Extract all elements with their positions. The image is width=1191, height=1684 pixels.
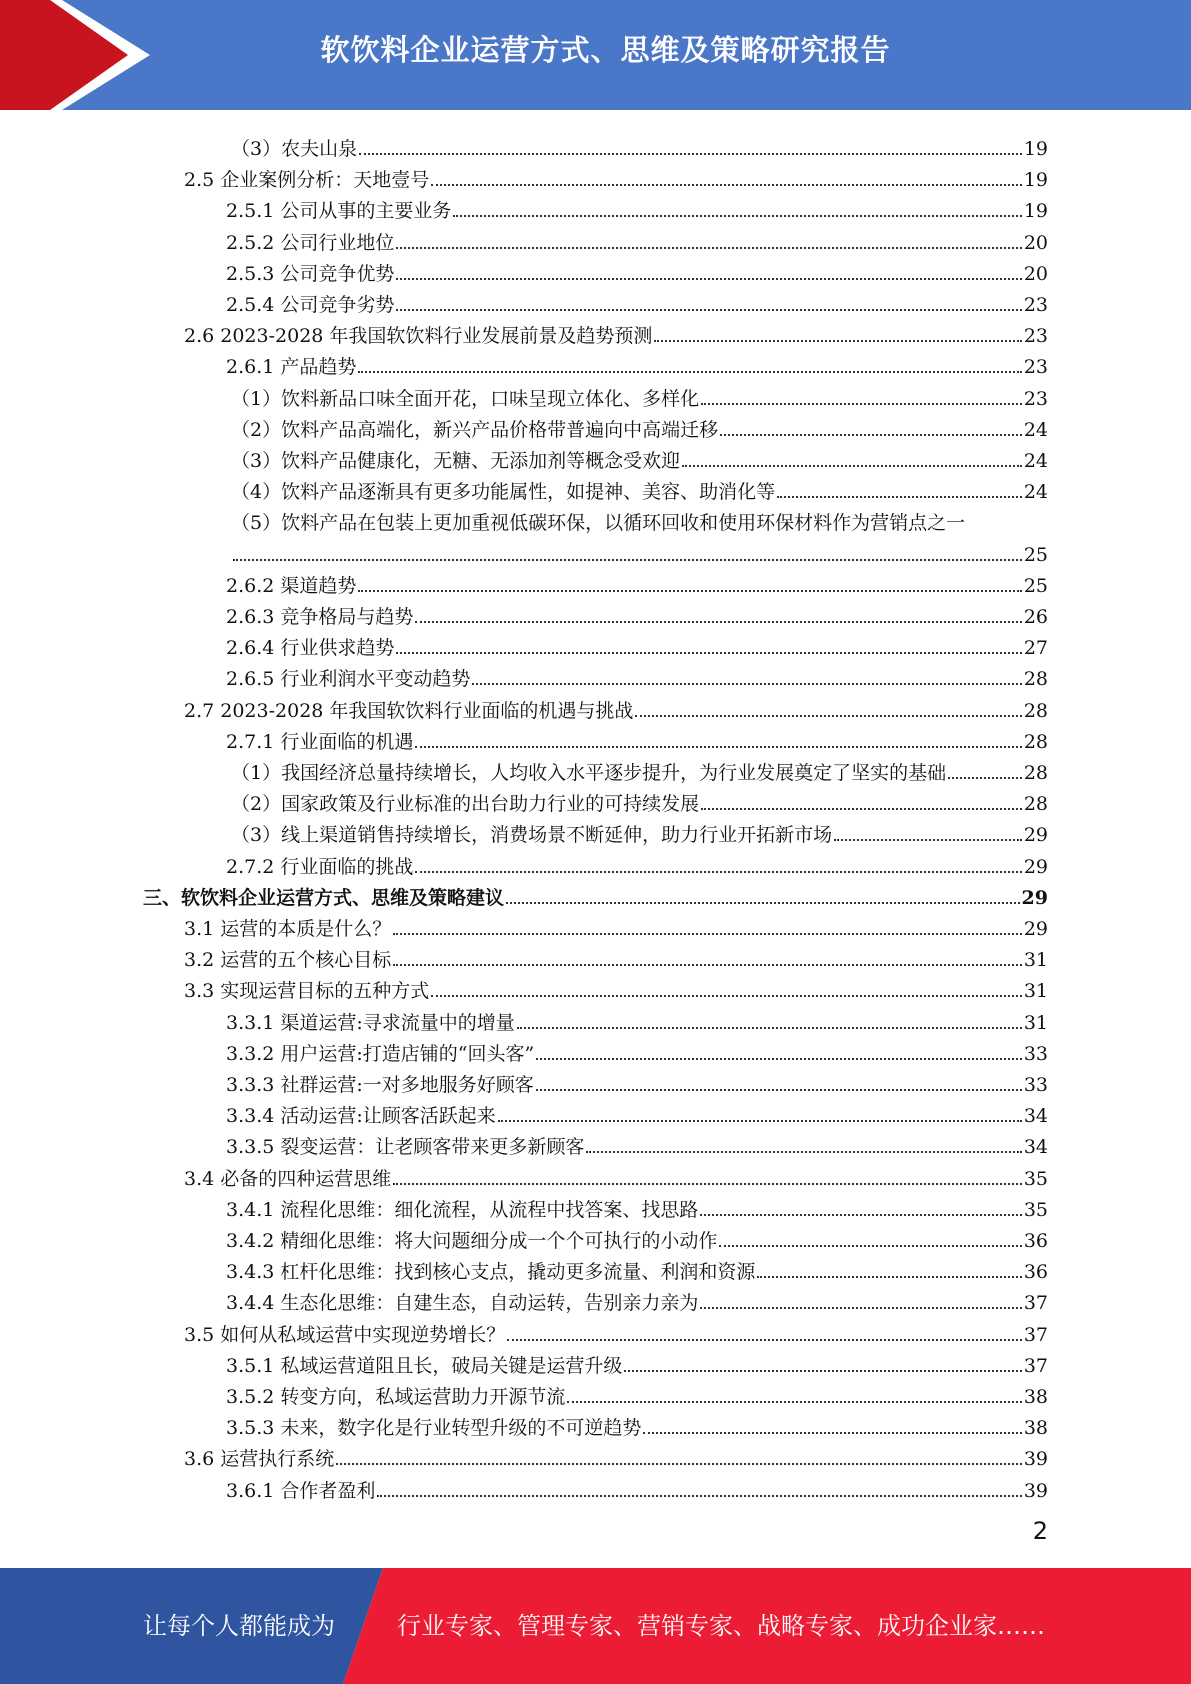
toc-entry[interactable] [226, 1347, 1048, 1378]
toc-entry-text: 3.3.3 社群运营:一对多地服务好顾客 [226, 1074, 534, 1096]
toc-entry-text: 三、软饮料企业运营方式、思维及策略建议 [143, 886, 505, 909]
toc-entry-text: 2.6.4 行业供求趋势 [226, 637, 395, 660]
toc-entry-text: 2.5.2 公司行业地位 [226, 231, 395, 254]
toc-leader-dots [719, 1245, 1021, 1247]
toc-page-number: 35 [1023, 1167, 1048, 1190]
toc-leader-dots [643, 1432, 1021, 1434]
toc-leader-dots [567, 1401, 1021, 1403]
toc-entry-text: 3.6.1 合作者盈利 [226, 1479, 376, 1502]
toc-page-number: 36 [1023, 1230, 1048, 1252]
header-title: 软饮料企业运营方式、思维及策略研究报告 [320, 33, 891, 67]
toc-entry-text: 2.5.3 公司竞争优势 [226, 262, 395, 285]
toc-leader-dots [720, 434, 1022, 436]
toc-leader-dots [336, 1463, 1022, 1465]
toc-leader-dots [517, 1027, 1022, 1029]
toc-page-number: 19 [1023, 200, 1048, 223]
toc-page-number: 23 [1023, 325, 1048, 348]
toc-entry-text: 2.7 2023-2028 年我国软饮料行业面临的机遇与挑战 [184, 699, 634, 722]
toc-entry-text: 2.7.1 行业面临的机遇 [226, 730, 414, 753]
toc-leader-dots [393, 1183, 1022, 1185]
toc-entry[interactable] [226, 848, 1048, 879]
toc-leader-dots [453, 215, 1021, 217]
toc-leader-dots [377, 1495, 1021, 1497]
toc-entry[interactable] [231, 536, 1048, 567]
toc-entry-text: （5）饮料产品在包装上更加重视低碳环保，以循环回收和使用环保材料作为营销点之一 [231, 512, 966, 535]
toc-leader-dots [700, 1214, 1021, 1216]
toc-leader-dots [586, 1151, 1021, 1153]
toc-leader-dots [654, 340, 1021, 342]
toc-entry-text: 3.1 运营的本质是什么？ [184, 918, 392, 940]
toc-entry[interactable] [226, 1253, 1048, 1284]
toc-leader-dots [431, 995, 1022, 997]
toc-entry-text: （4）饮料产品逐渐具有更多功能属性，如提神、美容、助消化等 [231, 481, 776, 504]
toc-entry-text: 2.5.1 公司从事的主要业务 [226, 200, 452, 223]
toc-page-number: 36 [1023, 1261, 1048, 1284]
toc-entry[interactable] [226, 1409, 1048, 1440]
toc-page-number: 27 [1023, 637, 1048, 660]
toc-page-number: 24 [1023, 450, 1048, 472]
toc-page-number: 35 [1023, 1198, 1048, 1221]
toc-page-number: 37 [1023, 1323, 1048, 1346]
toc-page-number: 23 [1023, 387, 1048, 410]
toc-page-number: 29 [1023, 855, 1048, 878]
toc-leader-dots [415, 871, 1021, 873]
toc-entry[interactable] [226, 629, 1048, 660]
toc-page-number: 39 [1023, 1448, 1048, 1471]
toc-page-number: 31 [1023, 949, 1048, 972]
toc-entry[interactable] [226, 1128, 1048, 1159]
toc-entry-text: （1）饮料新品口味全面开花，口味呈现立体化、多样化 [231, 387, 700, 410]
toc-entry[interactable] [231, 816, 1048, 847]
toc-leader-dots [498, 1120, 1022, 1122]
toc-page-number: 26 [1023, 606, 1048, 628]
toc-entry[interactable] [231, 380, 1048, 411]
toc-entry-text: 3.5.2 转变方向，私域运营助力开源节流 [226, 1386, 566, 1408]
toc-entry[interactable] [226, 1097, 1048, 1128]
toc-entry-text: 2.5 企业案例分析：天地壹号 [184, 169, 430, 192]
toc-leader-dots [431, 184, 1022, 186]
toc-entry-text: 3.4.1 流程化思维：细化流程，从流程中找答案、找思路 [226, 1198, 699, 1221]
toc-leader-dots [948, 777, 1022, 779]
toc-leader-dots [358, 371, 1021, 373]
toc-entry-text: 2.6 2023-2028 年我国软饮料行业发展前景及趋势预测 [184, 325, 653, 348]
toc-leader-dots [472, 683, 1021, 685]
toc-entry-text: 3.5 如何从私域运营中实现逆势增长？ [184, 1323, 506, 1346]
toc-entry[interactable] [226, 660, 1048, 691]
toc-entry[interactable] [226, 255, 1048, 286]
toc-page-number: 25 [1023, 543, 1048, 566]
toc-entry-text: 3.2 运营的五个核心目标 [184, 949, 392, 972]
toc-leader-dots [506, 902, 1020, 904]
toc-entry-text: 2.5.4 公司竞争劣势 [226, 294, 395, 316]
toc-entry[interactable] [226, 1004, 1048, 1035]
toc-entry[interactable] [184, 1160, 1048, 1191]
footer-slogan-left: 让每个人都能成为 [143, 1612, 335, 1640]
toc-leader-dots [777, 496, 1022, 498]
toc-entry[interactable] [231, 754, 1048, 785]
toc-page-number: 28 [1023, 730, 1048, 753]
toc-leader-dots [624, 1370, 1021, 1372]
toc-entry[interactable] [231, 411, 1048, 442]
footer-slogan-right: 行业专家、管理专家、营销专家、战略专家、成功企业家…… [397, 1612, 1045, 1640]
toc-entry[interactable] [184, 692, 1048, 723]
toc-leader-dots [233, 559, 1022, 561]
toc-entry-text: 3.3.5 裂变运营：让老顾客带来更多新顾客 [226, 1136, 585, 1159]
toc-leader-dots [635, 715, 1021, 717]
toc-entry[interactable] [231, 473, 1048, 504]
toc-leader-dots [359, 153, 1022, 155]
page-footer [0, 1568, 1191, 1684]
toc-entry[interactable] [184, 161, 1048, 192]
toc-leader-dots [415, 621, 1021, 623]
toc-page-number: 34 [1023, 1105, 1048, 1128]
toc-leader-dots [396, 652, 1021, 654]
toc-leader-dots [701, 808, 1022, 810]
toc-entry-text: 2.6.2 渠道趋势 [226, 574, 357, 597]
toc-entry[interactable] [184, 1316, 1048, 1347]
toc-page-number: 29 [1021, 886, 1048, 909]
toc-leader-dots [536, 1089, 1022, 1091]
toc-leader-dots [393, 964, 1022, 966]
toc-leader-dots [358, 590, 1021, 592]
toc-entry-text: 2.6.1 产品趋势 [226, 356, 357, 379]
toc-entry[interactable] [226, 1378, 1048, 1409]
toc-entry-text: （3）农夫山泉 [231, 138, 358, 160]
toc-leader-dots [507, 1339, 1022, 1341]
toc-page-number: 28 [1023, 762, 1048, 784]
toc-entry-text: 2.7.2 行业面临的挑战 [226, 855, 414, 878]
toc-entry[interactable] [226, 286, 1048, 317]
toc-entry[interactable] [143, 879, 1048, 910]
toc-entry[interactable] [184, 1440, 1048, 1471]
toc-page-number: 19 [1023, 169, 1048, 192]
toc-entry[interactable] [226, 567, 1048, 598]
toc-page-number: 31 [1023, 1011, 1048, 1034]
toc-entry[interactable] [226, 1066, 1048, 1097]
toc-entry-text: 3.4.4 生态化思维：自建生态，自动运转，告别亲力亲为 [226, 1292, 699, 1315]
toc-entry-text: （3）饮料产品健康化，无糖、无添加剂等概念受欢迎 [231, 450, 681, 472]
toc-entry-text: （2）国家政策及行业标准的出台助力行业的可持续发展 [231, 793, 700, 816]
toc-page-number: 37 [1023, 1354, 1048, 1377]
toc-page-number: 29 [1023, 824, 1048, 847]
toc-entry[interactable] [226, 1222, 1048, 1253]
toc-entry[interactable] [226, 224, 1048, 255]
toc-entry[interactable] [231, 130, 1048, 161]
toc-entry-text: 3.4.2 精细化思维：将大问题细分成一个个可执行的小动作 [226, 1230, 718, 1252]
toc-page-number: 38 [1023, 1386, 1048, 1408]
toc-entry[interactable] [226, 1284, 1048, 1315]
toc-entry[interactable] [226, 723, 1048, 754]
toc-page-number: 28 [1023, 793, 1048, 816]
toc-page-number: 33 [1023, 1042, 1048, 1065]
toc-entry-text: 3.3 实现运营目标的五种方式 [184, 980, 430, 1003]
toc-entry[interactable] [226, 1472, 1048, 1503]
toc-page-number: 28 [1023, 668, 1048, 691]
toc-page-number: 24 [1023, 418, 1048, 441]
toc-page-number: 39 [1023, 1479, 1048, 1502]
toc-entry[interactable] [226, 192, 1048, 223]
toc-leader-dots [682, 465, 1022, 467]
toc-entry-text: （1）我国经济总量持续增长，人均收入水平逐步提升，为行业发展奠定了坚实的基础 [231, 762, 947, 784]
toc-leader-dots [396, 309, 1021, 311]
page-number: 2 [1032, 1517, 1048, 1545]
toc-entry[interactable] [231, 442, 1048, 473]
toc-page-number: 24 [1023, 481, 1048, 504]
toc-page-number: 19 [1023, 138, 1048, 160]
toc-leader-dots [396, 278, 1021, 280]
toc-entry-text: 3.5.3 未来，数字化是行业转型升级的不可逆趋势 [226, 1417, 642, 1440]
toc-page-number: 25 [1023, 574, 1048, 597]
toc-page-number: 29 [1023, 918, 1048, 940]
toc-entry[interactable] [226, 1035, 1048, 1066]
toc-leader-dots [415, 746, 1021, 748]
toc-page-number: 20 [1023, 231, 1048, 254]
toc-leader-dots [757, 1276, 1021, 1278]
toc-entry-text: （3）线上渠道销售持续增长，消费场景不断延伸，助力行业开拓新市场 [231, 824, 833, 847]
toc-entry-text: 3.3.1 渠道运营:寻求流量中的增量 [226, 1011, 515, 1034]
toc-entry-text: 3.6 运营执行系统 [184, 1448, 335, 1471]
toc-entry-text: 3.3.2 用户运营:打造店铺的“回头客” [226, 1042, 535, 1065]
toc-page-number: 34 [1023, 1136, 1048, 1159]
toc-page-number: 38 [1023, 1417, 1048, 1440]
toc-page-number: 23 [1023, 294, 1048, 316]
toc-entry-text: 3.3.4 活动运营:让顾客活跃起来 [226, 1105, 496, 1128]
toc-page-number: 28 [1023, 699, 1048, 722]
toc-leader-dots [700, 1307, 1021, 1309]
toc-leader-dots [396, 247, 1021, 249]
toc-page-number: 37 [1023, 1292, 1048, 1315]
toc-entry[interactable] [226, 348, 1048, 379]
toc-page-number: 20 [1023, 262, 1048, 285]
toc-entry[interactable] [184, 972, 1048, 1003]
toc-entry-text: 2.6.3 竞争格局与趋势 [226, 606, 414, 628]
toc-leader-dots [701, 403, 1022, 405]
toc-entry[interactable] [226, 598, 1048, 629]
toc-page-number: 31 [1023, 980, 1048, 1003]
toc-entry-text: （2）饮料产品高端化，新兴产品价格带普遍向中高端迁移 [231, 418, 719, 441]
toc-entry[interactable] [231, 785, 1048, 816]
toc-leader-dots [393, 933, 1022, 935]
toc-entry-text: 2.6.5 行业利润水平变动趋势 [226, 668, 471, 691]
toc-leader-dots [834, 839, 1022, 841]
toc-entry[interactable] [184, 317, 1048, 348]
toc-leader-dots [536, 1058, 1022, 1060]
toc-entry-text: 3.5.1 私域运营道阻且长，破局关键是运营升级 [226, 1354, 623, 1377]
toc-page-number: 23 [1023, 356, 1048, 379]
page-header [0, 0, 1191, 110]
toc-page-number: 33 [1023, 1074, 1048, 1096]
toc-entry[interactable] [226, 1191, 1048, 1222]
toc-entry-text: 3.4.3 杠杆化思维：找到核心支点，撬动更多流量、利润和资源 [226, 1261, 756, 1284]
toc-entry[interactable] [184, 941, 1048, 972]
toc-entry[interactable] [184, 910, 1048, 941]
toc-entry-text: 3.4 必备的四种运营思维 [184, 1167, 392, 1190]
